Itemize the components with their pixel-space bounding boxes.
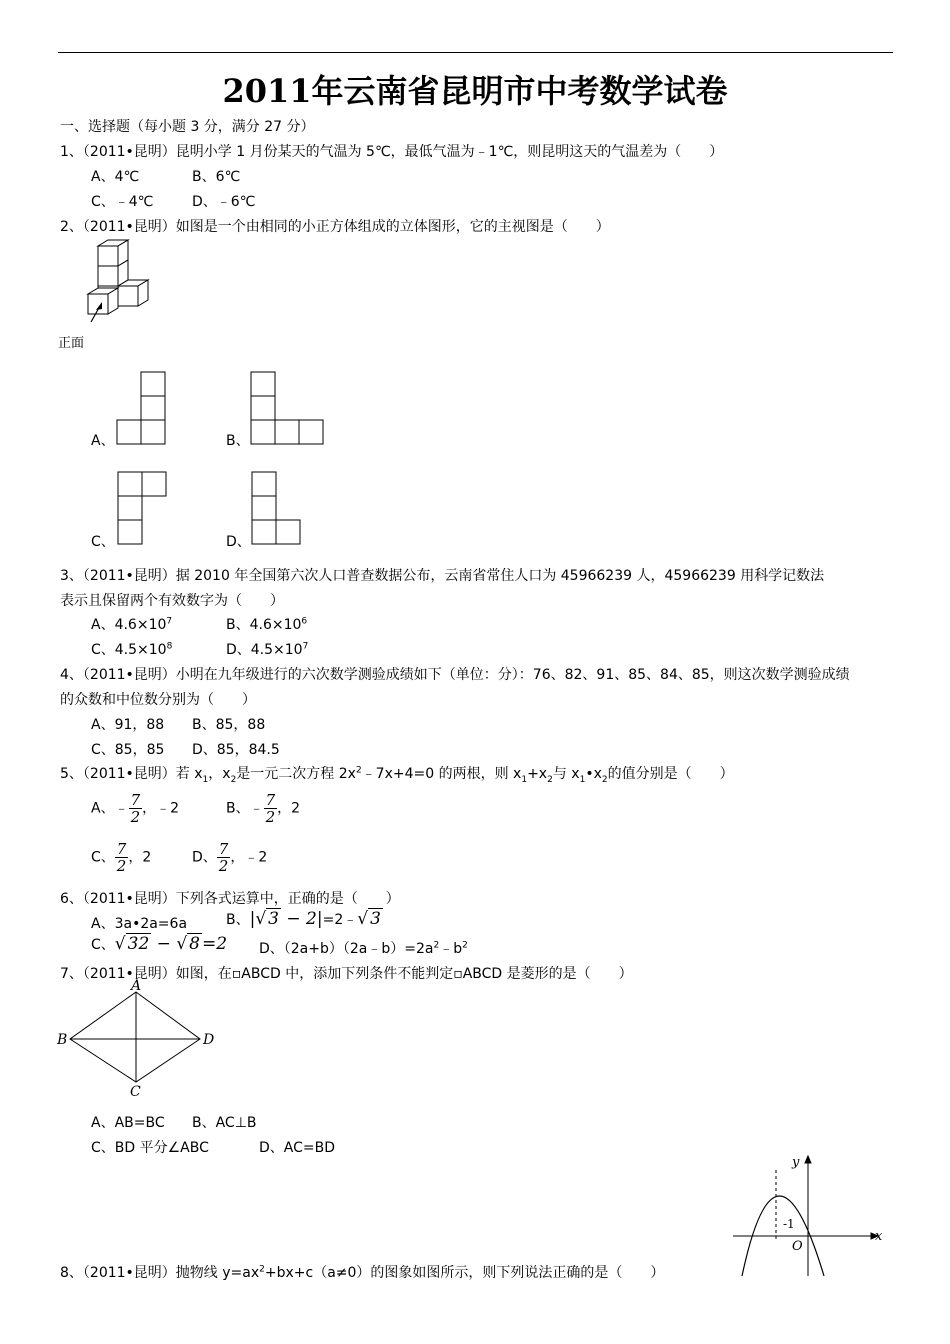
q5-option-c[interactable]: C、 $\frac{7}{2}$ ，2 [91, 840, 152, 875]
q3-stem-line1: 3、（2011•昆明）据 2010 年全国第六次人口普查数据公布，云南省常住人口为 45966239 人，45966239 用科学记数法 [60, 568, 825, 584]
q8-parabola-figure [728, 1150, 888, 1280]
q7-rhombus-figure [54, 978, 224, 1100]
axis-x-label: x [875, 1229, 883, 1244]
page-title: 2011年云南省昆明市中考数学试卷 [222, 72, 728, 110]
fraction: $\frac{7}{2}$ [218, 840, 229, 875]
q4-option-a[interactable]: A、91，88 [91, 717, 165, 733]
q3-stem-line2: 表示且保留两个有效数字为（ ） [60, 593, 284, 609]
q7-option-b[interactable]: B、AC⊥B [192, 1115, 257, 1131]
tick-label: -1 [783, 1217, 795, 1231]
fraction: $\frac{7}{2}$ [130, 791, 141, 826]
label-d: D [203, 1032, 215, 1048]
q3-option-c[interactable]: C、$4.5\times 10^8$ [91, 641, 173, 658]
q5-option-b[interactable]: B、﹣ $\frac{7}{2}$ ，2 [226, 791, 301, 826]
q1-option-d[interactable]: D、﹣6℃ [192, 194, 256, 210]
q1-option-c[interactable]: C、﹣4℃ [91, 194, 154, 210]
radical-expression: √ 32 − √ 8 =2 [114, 934, 228, 954]
origin-label: O [792, 1239, 803, 1254]
label-a: A [131, 978, 142, 994]
label-b: B [57, 1032, 68, 1048]
q1-stem: 1、（2011•昆明）昆明小学 1 月份某天的气温为 5℃，最低气温为﹣1℃，则昆明这天的气温差为（ ） [60, 144, 724, 160]
q2-stem: 2、（2011•昆明）如图是一个由相同的小正方体组成的立体图形，它的主视图是（ ） [60, 219, 610, 235]
q4-stem-line2: 的众数和中位数分别为（ ） [60, 692, 256, 708]
q2-cube-figure [58, 236, 158, 336]
q2-option-a[interactable]: A、 [91, 433, 115, 449]
q4-option-b[interactable]: B、85，88 [192, 717, 266, 733]
q7-option-a[interactable]: A、AB=BC [91, 1115, 165, 1131]
q2-option-d[interactable]: D、 [226, 534, 251, 550]
q2-view-a [115, 370, 170, 445]
q3-option-a[interactable]: A、$4.6\times 10^7$ [91, 616, 173, 633]
fraction: $\frac{7}{2}$ [265, 791, 276, 826]
section-heading: 一、选择题（每小题 3 分，满分 27 分） [60, 119, 315, 135]
q1-option-a[interactable]: A、4℃ [91, 169, 140, 185]
q4-option-c[interactable]: C、85，85 [91, 742, 165, 758]
q6-option-c[interactable]: C、√ 32 − √ 8 =2 [91, 934, 228, 954]
q5-stem: 5、（2011•昆明）若 $x_1$，$x_2$是一元二次方程 $2x^2﹣7x+4=0$ 的两根，则 $x_1+x_2$与 $x_1•x_2$的值分别是（ ） [60, 765, 734, 785]
q2-option-b[interactable]: B、 [226, 433, 250, 449]
q6-stem: 6、（2011•昆明）下列各式运算中，正确的是（ ） [60, 891, 400, 907]
q2-view-d [250, 470, 305, 545]
header-rule [58, 52, 893, 53]
q1-option-b[interactable]: B、6℃ [192, 169, 241, 185]
q6-option-a[interactable]: A、3a•2a=6a [91, 916, 188, 932]
q3-option-b[interactable]: B、$4.6\times 10^6$ [226, 616, 308, 633]
q7-option-c[interactable]: C、BD 平分∠ABC [91, 1140, 209, 1156]
label-c: C [130, 1084, 141, 1100]
q4-option-d[interactable]: D、85，84.5 [192, 742, 280, 758]
q2-front-label: 正面 [58, 336, 85, 351]
axis-y-label: y [792, 1155, 800, 1170]
q5-option-d[interactable]: D、 $\frac{7}{2}$ ，﹣2 [192, 840, 268, 875]
q7-stem: 7、（2011•昆明）如图，在▫ABCD 中，添加下列条件不能判定▫ABCD 是菱形的是（ ） [60, 966, 633, 982]
q6-option-b[interactable]: B、|√ 3 − 2|=2﹣√ 3 [226, 909, 381, 929]
q2-option-c[interactable]: C、 [91, 534, 115, 550]
q6-option-d[interactable]: D、$(2a+b)(2a﹣b)=2a^2﹣b^2$ [259, 940, 468, 957]
q5-option-a[interactable]: A、﹣ $\frac{7}{2}$ ，﹣2 [91, 791, 180, 826]
q7-option-d[interactable]: D、AC=BD [259, 1140, 336, 1156]
q2-view-c [115, 470, 170, 545]
q3-option-d[interactable]: D、$4.5\times 10^7$ [226, 641, 309, 658]
q8-stem: 8、（2011•昆明）抛物线 $y=ax^2+bx+c(a\ne 0)$的图象如图所示，则下列说法正确的是（ ） [60, 1264, 665, 1281]
abs-value-expression: |√ 3 − 2| [249, 909, 323, 929]
q4-stem-line1: 4、（2011•昆明）小明在九年级进行的六次数学测验成绩如下（单位：分）：76、82、91、85、84、85，则这次数学测验成绩 [60, 667, 850, 683]
fraction: $\frac{7}{2}$ [116, 840, 127, 875]
q2-view-b [248, 370, 328, 445]
